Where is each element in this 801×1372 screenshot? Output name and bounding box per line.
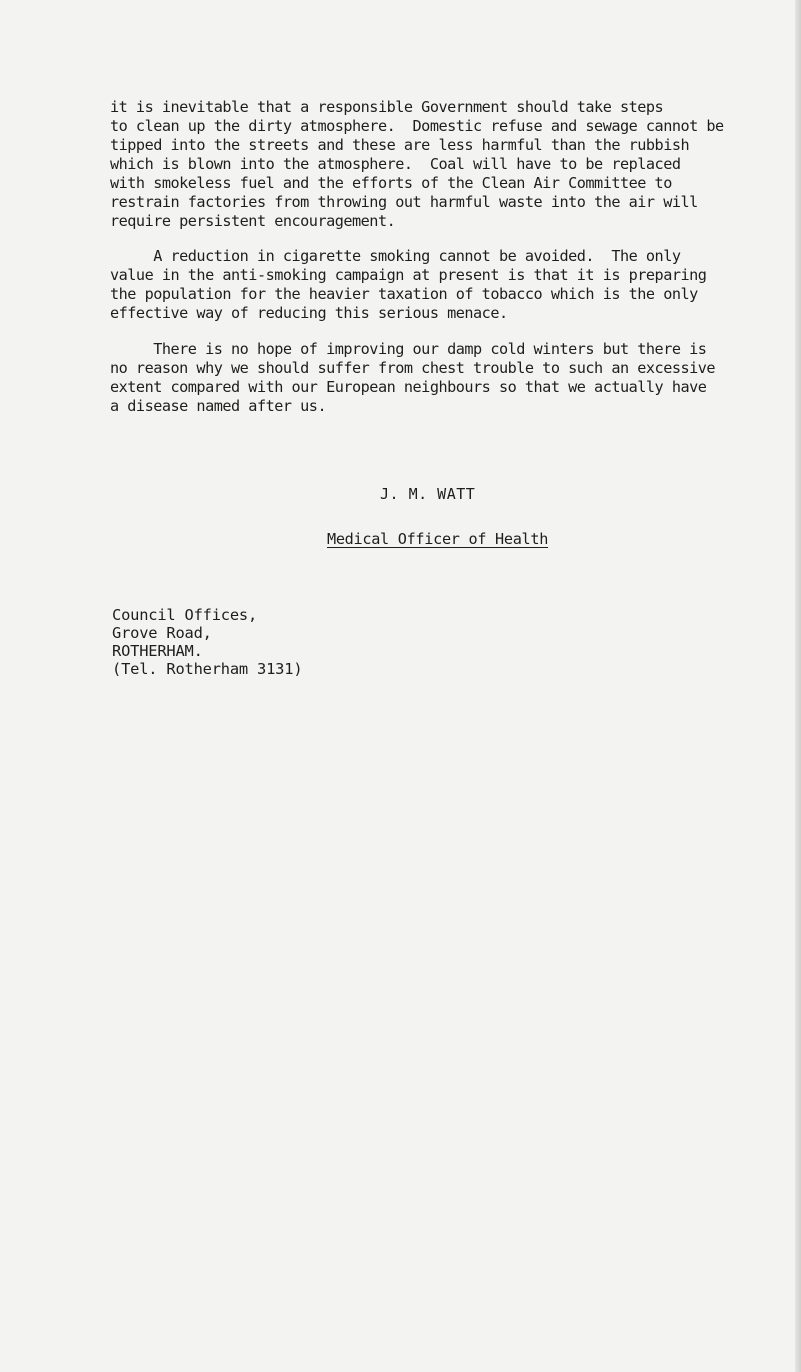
text-line: effective way of reducing this serious menace. bbox=[110, 304, 508, 322]
signature-title: Medical Officer of Health bbox=[327, 530, 549, 548]
text-line: no reason why we should suffer from chest trouble to such an excessive bbox=[110, 359, 716, 377]
text-line: value in the anti-smoking campaign at present is that it is preparing bbox=[110, 266, 707, 284]
text-line: it is inevitable that a responsible Government should take steps bbox=[110, 98, 664, 116]
paragraph-clean-air bbox=[110, 98, 800, 231]
text-line: the population for the heavier taxation of tobacco which is the only bbox=[110, 285, 698, 303]
paragraph-winters bbox=[110, 340, 800, 416]
text-line: require persistent encouragement. bbox=[110, 212, 396, 230]
text-line: with smokeless fuel and the efforts of the Clean Air Committee to bbox=[110, 174, 672, 192]
text-line: extent compared with our European neighbours so that we actually have bbox=[110, 378, 707, 396]
text-line: tipped into the streets and these are less harmful than the rubbish bbox=[110, 136, 690, 154]
address-line: ROTHERHAM. bbox=[112, 642, 203, 660]
text-line: to clean up the dirty atmosphere. Domestic refuse and sewage cannot be bbox=[110, 117, 724, 135]
text-line: A reduction in cigarette smoking cannot be avoided. The only bbox=[110, 247, 681, 265]
address-line: (Tel. Rotherham 3131) bbox=[112, 660, 303, 678]
letter-body bbox=[110, 98, 800, 416]
text-line: a disease named after us. bbox=[110, 397, 327, 415]
text-line: There is no hope of improving our damp cold winters but there is bbox=[110, 340, 707, 358]
address-line: Grove Road, bbox=[112, 624, 212, 642]
text-line: restrain factories from throwing out harmful waste into the air will bbox=[110, 193, 698, 211]
address-block bbox=[112, 606, 302, 678]
paragraph-smoking bbox=[110, 247, 800, 323]
signature-name: J. M. WATT bbox=[380, 485, 476, 503]
text-line: which is blown into the atmosphere. Coal will have to be replaced bbox=[110, 155, 681, 173]
address-line: Council Offices, bbox=[112, 606, 258, 624]
